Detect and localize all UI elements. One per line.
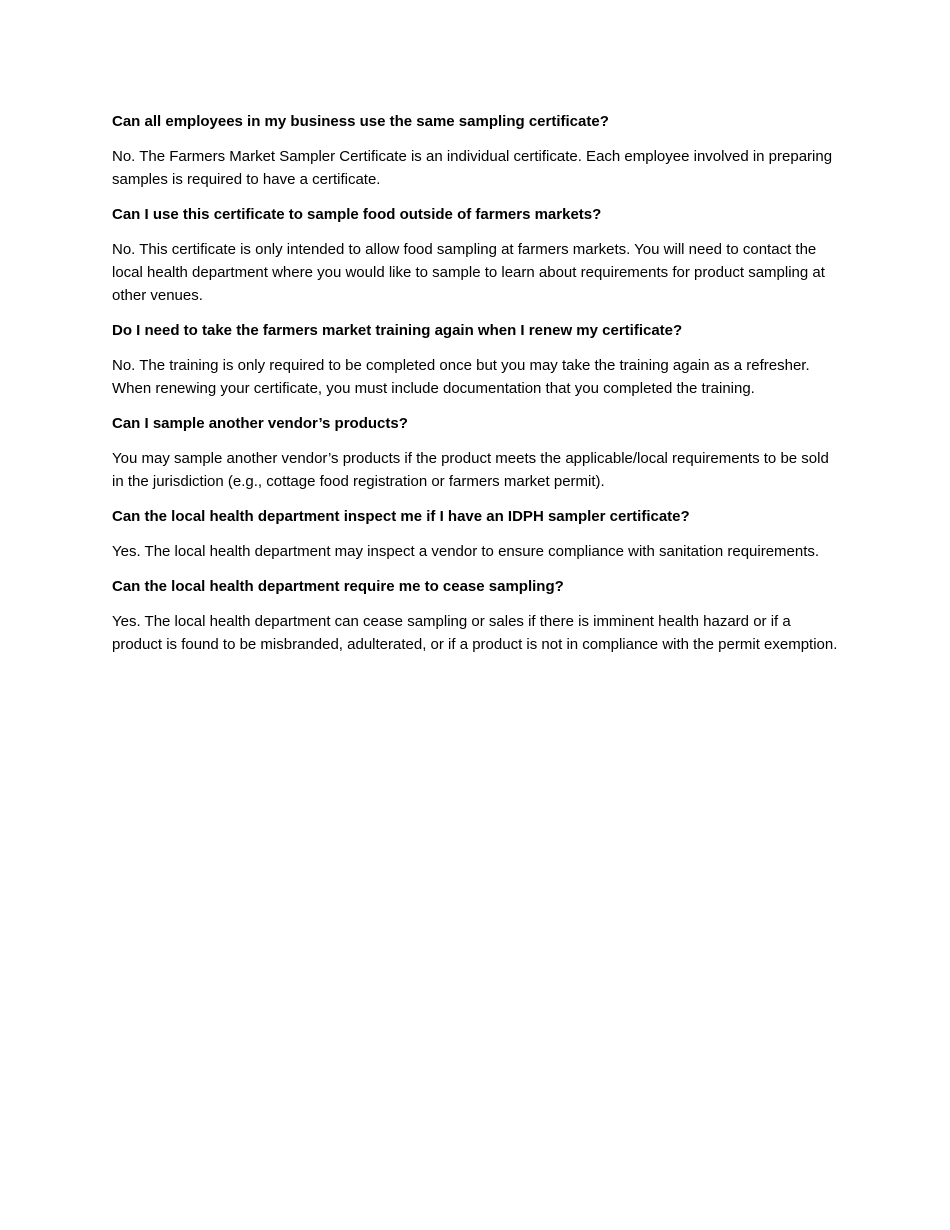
faq-item	[112, 505, 840, 563]
faq-answer: No. This certificate is only intended to allow food sampling at farmers markets. You will need to contact the local health department where you would like to sample to learn about requirements for product sampling at other venues.	[112, 241, 825, 304]
faq-item	[112, 319, 840, 400]
faq-item	[112, 575, 840, 656]
faq-list	[112, 110, 840, 668]
faq-answer: No. The training is only required to be completed once but you may take the training again as a refresher. When renewing your certificate, you must include documentation that you completed the training.	[112, 357, 810, 397]
faq-item	[112, 203, 840, 307]
faq-answer: Yes. The local health department can cease sampling or sales if there is imminent health hazard or if a product is found to be misbranded, adulterated, or if a product is not in compliance with the permit exemption.	[112, 613, 838, 653]
faq-question: Can I sample another vendor’s products?	[112, 415, 408, 432]
faq-answer: Yes. The local health department may inspect a vendor to ensure compliance with sanitation requirements.	[112, 543, 820, 560]
faq-item	[112, 412, 840, 493]
faq-answer: You may sample another vendor’s products if the product meets the applicable/local requirements to be sold in the jurisdiction (e.g., cottage food registration or farmers market permit).	[112, 450, 829, 490]
faq-question: Can the local health department inspect me if I have an IDPH sampler certificate?	[112, 508, 690, 525]
faq-question: Can the local health department require me to cease sampling?	[112, 578, 564, 595]
faq-answer: No. The Farmers Market Sampler Certificate is an individual certificate. Each employee involved in preparing samples is required to have a certificate.	[112, 148, 833, 188]
faq-item	[112, 110, 840, 191]
faq-question: Do I need to take the farmers market training again when I renew my certificate?	[112, 322, 683, 339]
faq-question: Can all employees in my business use the same sampling certificate?	[112, 113, 609, 130]
faq-question: Can I use this certificate to sample food outside of farmers markets?	[112, 206, 602, 223]
